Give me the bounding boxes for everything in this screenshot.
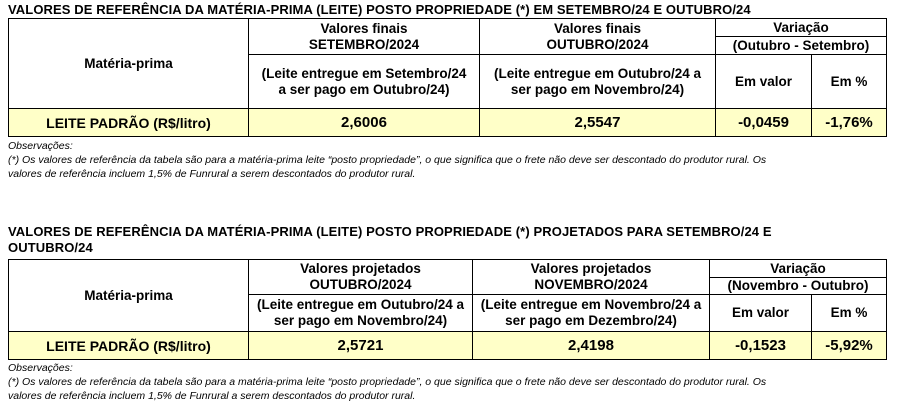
col1-header: Valores projetados OUTUBRO/2024 xyxy=(249,260,473,295)
section2-title: VALORES DE REFERÊNCIA DA MATÉRIA-PRIMA (LEITE) POSTO PROPRIEDADE (*) PROJETADOS PARA SETEMBRO/24 E OUTUBRO/24 xyxy=(8,224,772,255)
col2-header: Valores projetados NOVEMBRO/2024 xyxy=(473,260,710,295)
obs-title: Observações: xyxy=(8,140,73,152)
value-outubro-projetado: 2,5721 xyxy=(249,332,473,360)
materia-prima-header: Matéria-prima xyxy=(9,19,249,109)
variation-pct: -1,76% xyxy=(812,109,887,137)
value-setembro: 2,6006 xyxy=(249,109,480,137)
materia-prima-header: Matéria-prima xyxy=(9,260,249,332)
section2-observations xyxy=(8,361,908,403)
col2-note: (Leite entregue em Outubro/24 a ser pago em Novembro/24) xyxy=(480,55,716,109)
col1-note: (Leite entregue em Outubro/24 a ser pago em Novembro/24) xyxy=(249,295,473,332)
variacao-sub-header: (Outubro - Setembro) xyxy=(716,37,887,55)
obs-line: valores de referência incluem 1,5% de Funrural a serem descontados do produtor rural. xyxy=(8,168,416,180)
section1-observations xyxy=(8,139,908,181)
section1-title: VALORES DE REFERÊNCIA DA MATÉRIA-PRIMA (LEITE) POSTO PROPRIEDADE (*) EM SETEMBRO/24 E OUTUBRO/24 xyxy=(8,2,751,17)
variation-pct: -5,92% xyxy=(812,332,887,360)
section2-table xyxy=(8,259,887,360)
col1-note: (Leite entregue em Setembro/24 a ser pago em Outubro/24) xyxy=(249,55,480,109)
variacao-sub-header: (Novembro - Outubro) xyxy=(710,278,887,295)
em-valor-header: Em valor xyxy=(710,295,812,332)
variation-value: -0,1523 xyxy=(710,332,812,360)
row-label: LEITE PADRÃO (R$/litro) xyxy=(9,332,249,360)
variation-value: -0,0459 xyxy=(716,109,812,137)
obs-title: Observações: xyxy=(8,362,73,374)
obs-line: (*) Os valores de referência da tabela são para a matéria-prima leite “posto propriedade”, o que significa que o frete não deve ser descontado do produtor rural. Os xyxy=(8,376,767,388)
row-label: LEITE PADRÃO (R$/litro) xyxy=(9,109,249,137)
variacao-header: Variação xyxy=(716,19,887,37)
section1-table xyxy=(8,18,887,137)
em-valor-header: Em valor xyxy=(716,55,812,109)
col1-header: Valores finais SETEMBRO/2024 xyxy=(249,19,480,55)
col2-header: Valores finais OUTUBRO/2024 xyxy=(480,19,716,55)
em-pct-header: Em % xyxy=(812,295,887,332)
value-outubro: 2,5547 xyxy=(480,109,716,137)
col2-note: (Leite entregue em Novembro/24 a ser pago em Dezembro/24) xyxy=(473,295,710,332)
value-novembro-projetado: 2,4198 xyxy=(473,332,710,360)
em-pct-header: Em % xyxy=(812,55,887,109)
obs-line: (*) Os valores de referência da tabela são para a matéria-prima leite “posto propriedade”, o que significa que o frete não deve ser descontado do produtor rural. Os xyxy=(8,154,767,166)
obs-line: valores de referência incluem 1,5% de Funrural a serem descontados do produtor rural. xyxy=(8,390,416,402)
variacao-header: Variação xyxy=(710,260,887,278)
